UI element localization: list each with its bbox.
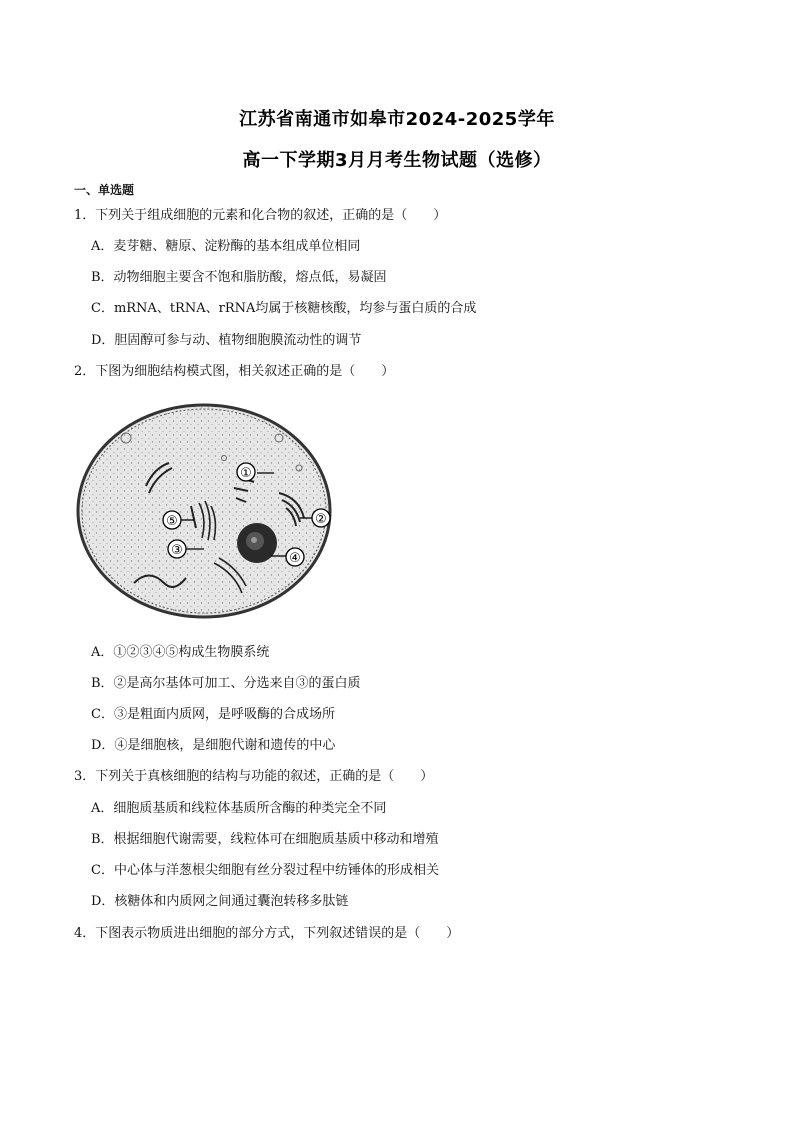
question-1-option-a: A．麦芽糖、糖原、淀粉酶的基本组成单位相同 bbox=[91, 239, 361, 254]
question-3-option-c: C．中心体与洋葱根尖细胞有丝分裂过程中纺锤体的形成相关 bbox=[91, 863, 439, 878]
figure-label-1: ① bbox=[240, 466, 252, 481]
question-3-option-b: B．根据细胞代谢需要，线粒体可在细胞质基质中移动和增殖 bbox=[91, 832, 439, 847]
question-1-option-d: D．胆固醇可参与动、植物细胞膜流动性的调节 bbox=[91, 333, 362, 348]
question-2-option-d: D．④是细胞核，是细胞代谢和遗传的中心 bbox=[91, 738, 336, 753]
question-3-option-a: A．细胞质基质和线粒体基质所含酶的种类完全不同 bbox=[91, 801, 387, 816]
question-2-stem: 2．下图为细胞结构模式图，相关叙述正确的是（ ） bbox=[74, 364, 395, 379]
figure-label-2: ② bbox=[315, 512, 327, 527]
figure-label-5: ⑤ bbox=[166, 514, 178, 529]
section-heading: 一、单选题 bbox=[74, 183, 135, 197]
question-4-stem: 4．下图表示物质进出细胞的部分方式，下列叙述错误的是（ ） bbox=[74, 926, 460, 941]
question-1-option-b: B．动物细胞主要含不饱和脂肪酸，熔点低，易凝固 bbox=[91, 270, 387, 285]
figure-label-4: ④ bbox=[289, 551, 301, 566]
cell-structure-diagram bbox=[74, 398, 336, 624]
exam-title-line1: 江苏省南通市如皋市2024-2025学年 bbox=[239, 109, 555, 130]
question-1-option-c: C．mRNA、tRNA、rRNA均属于核糖核酸，均参与蛋白质的合成 bbox=[91, 301, 477, 316]
figure-label-3: ③ bbox=[171, 543, 183, 558]
question-3-option-d: D．核糖体和内质网之间通过囊泡转移多肽链 bbox=[91, 894, 349, 909]
question-1-stem: 1．下列关于组成细胞的元素和化合物的叙述，正确的是（ ） bbox=[74, 208, 447, 223]
question-2-option-b: B．②是高尔基体可加工、分选来自③的蛋白质 bbox=[91, 676, 361, 691]
question-2-option-a: A．①②③④⑤构成生物膜系统 bbox=[91, 645, 270, 660]
exam-title-line2: 高一下学期3月月考生物试题（选修） bbox=[242, 150, 552, 171]
question-2-option-c: C．③是粗面内质网，是呼吸酶的合成场所 bbox=[91, 707, 335, 722]
question-3-stem: 3．下列关于真核细胞的结构与功能的叙述，正确的是（ ） bbox=[74, 769, 434, 784]
